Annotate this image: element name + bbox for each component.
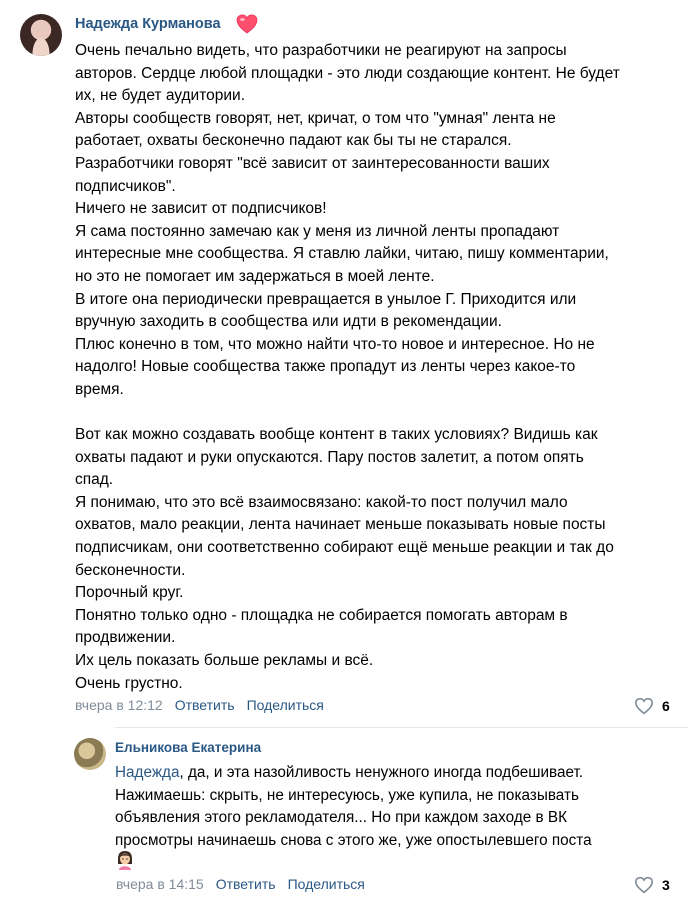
comment-footer xyxy=(75,697,324,713)
like-count: 3 xyxy=(662,877,670,893)
heart-outline-icon xyxy=(634,876,654,894)
share-button[interactable]: Поделиться xyxy=(287,876,365,892)
like-count: 6 xyxy=(662,698,670,714)
comment-author[interactable]: Ельникова Екатерина xyxy=(115,740,262,755)
mention-link[interactable]: Надежда xyxy=(115,764,180,781)
comment-date[interactable]: вчера в 12:12 xyxy=(75,697,163,713)
comment-text: Очень печально видеть, что разработчики не реагируют на запросы авторов. Сердце любой площадки - это люди создающие контент. Не будет их, не будет аудитории. Авторы сообществ говорят, нет, кричат, о том что "умная" лента не работает, охваты бесконечно падают как бы ты не старался. Разработчики говорят "всё зависит от заинтересованности ваших подписчиков". Ничего не зависит от подписчиков! Я сама постоянно замечаю как у меня из личной ленты пропадают интересные мне сообщества. Я ставлю лайки, читаю, пишу комментарии, но это не помогает им задержаться в моей ленте. В итоге она периодически превращается в унылое Г. Приходится или вручную заходить в сообщества или идти в рекомендации. Плюс конечно в том, что можно найти что-то новое и интересное. Но не надолго! Новые сообщества также пропадут из ленты через какое-то время. Вот как можно создавать вообще контент в таких условиях? Видишь как охваты падают и руки опускаются. Пару постов залетит, а потом опять спад. Я понимаю, что это всё взаимосвязано: какой-то пост получил мало охватов, мало реакции, лента начинает меньше показывать новые посты подписчикам, они соответственно собирают ещё меньше реакции и так до бесконечности. Порочный круг. Понятно только одно - площадка не собирается помогать авторам в продвижении. Их цель показать больше рекламы и всё. Очень грустно. xyxy=(75,42,620,692)
reply-button[interactable]: Ответить xyxy=(215,876,276,892)
comment-date[interactable]: вчера в 14:15 xyxy=(116,876,204,892)
share-button[interactable]: Поделиться xyxy=(246,697,324,713)
woman-emoji-icon xyxy=(116,850,134,870)
comment-body: , да, и эта назойливость ненужного иногда подбешивает. Нажимаешь: скрыть, не интересуюсь, уже купила, не показывать объявления этого рекламодателя... Но при каждом заходе в ВК просмотры начинаешь снова с этого же, уже опостылевшего поста xyxy=(115,764,592,849)
comment-footer xyxy=(116,876,365,892)
reply-button[interactable]: Ответить xyxy=(174,697,235,713)
comment-text xyxy=(115,762,685,852)
like-button[interactable] xyxy=(634,697,670,715)
heart-outline-icon xyxy=(634,697,654,715)
avatar[interactable] xyxy=(74,738,106,770)
heart-icon xyxy=(236,14,258,34)
like-button[interactable] xyxy=(634,876,670,894)
comment-author[interactable]: Надежда Курманова xyxy=(75,16,221,32)
avatar[interactable] xyxy=(20,14,62,56)
